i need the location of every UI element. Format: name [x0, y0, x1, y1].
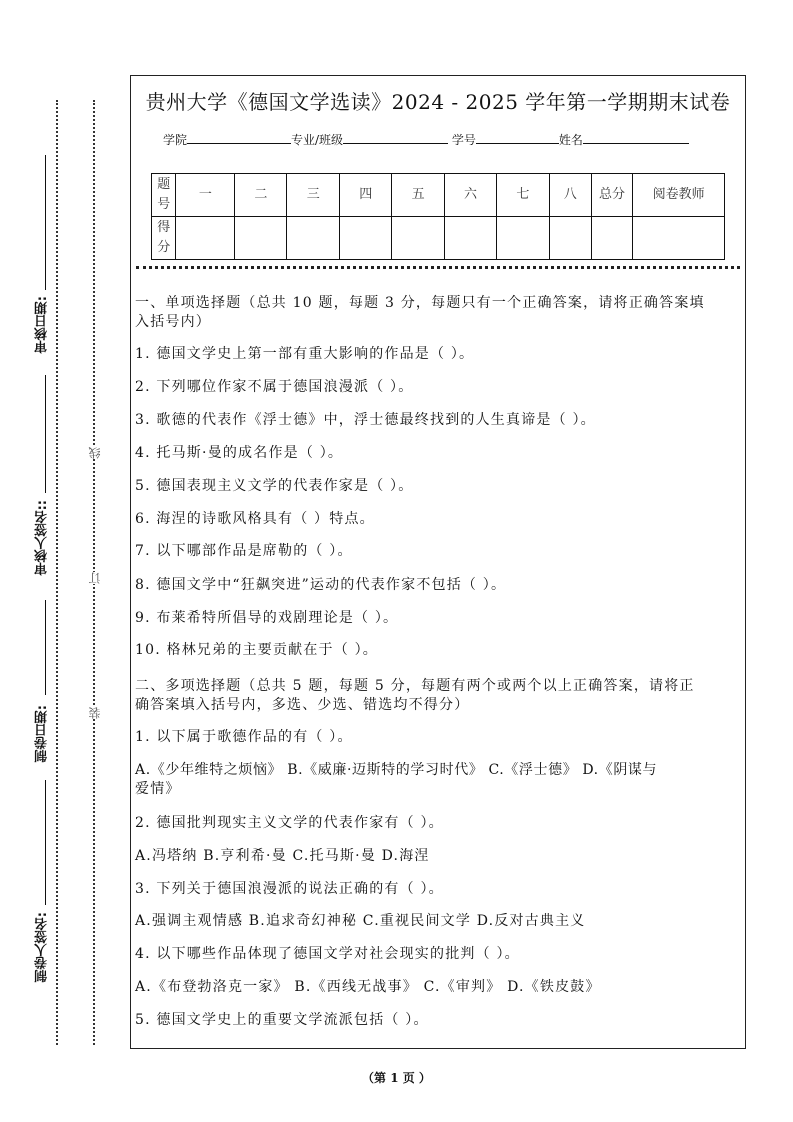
- review-date-label: 审核日期:: [35, 296, 50, 354]
- column-header: 五: [392, 174, 445, 217]
- question-item: 10. 格林兄弟的主要贡献在于（ ）。: [135, 642, 378, 658]
- score-table: [151, 173, 725, 260]
- answer-options: A.《布登勃洛克一家》 B.《西线无战事》 C.《审判》 D.《铁皮鼓》: [135, 979, 601, 995]
- binding-mark-zhuang: 装: [88, 707, 102, 719]
- score-cell[interactable]: [340, 217, 392, 260]
- score-table-header-row: [152, 174, 725, 217]
- review-date-line: [45, 155, 46, 290]
- question-number-label: 题号: [152, 174, 176, 217]
- question-item: 5. 德国文学史上的重要文学流派包括（ ）。: [135, 1012, 429, 1028]
- answer-options: A.《少年维特之烦恼》 B.《威廉·迈斯特的学习时代》 C.《浮士德》 D.《阴谋与: [135, 762, 658, 778]
- answer-options-cont: 爱情》: [135, 781, 181, 797]
- dotted-separator: [136, 266, 740, 269]
- section2-heading-cont: 确答案填入括号内，多选、少选、错选均不得分）: [135, 697, 470, 713]
- preparation-date-label: 制卷日期:: [35, 705, 50, 763]
- student-id-label: 学号: [451, 133, 476, 147]
- question-item: 2. 德国批判现实主义文学的代表作家有（ ）。: [135, 815, 444, 831]
- preparation-date-line: [45, 600, 46, 695]
- student-info-fields: [163, 131, 689, 148]
- score-table-score-row: [152, 217, 725, 260]
- reviewer-signature-label: 审核人签名::: [35, 500, 50, 576]
- column-header: 二: [235, 174, 287, 217]
- column-header: 四: [340, 174, 392, 217]
- answer-options: A.冯塔纳 B.亨利希·曼 C.托马斯·曼 D.海涅: [135, 848, 430, 864]
- score-cell[interactable]: [633, 217, 725, 260]
- question-item: 1. 以下属于歌德作品的有（ ）。: [135, 729, 353, 745]
- score-cell[interactable]: [445, 217, 497, 260]
- page-number: （第 1 页 ）: [362, 1071, 431, 1085]
- preparer-signature-label: 制卷人签名:: [35, 912, 50, 983]
- seal-dotted-line-outer: [56, 100, 58, 1045]
- question-item: 7. 以下哪部作品是席勒的（ ）。: [135, 543, 353, 559]
- exam-title: 贵州大学《德国文学选读》2024 - 2025 学年第一学期期末试卷: [145, 90, 731, 114]
- column-header: 阅卷教师: [633, 174, 725, 217]
- major-class-label: 专业/班级: [291, 133, 344, 147]
- question-item: 3. 下列关于德国浪漫派的说法正确的有（ ）。: [135, 881, 444, 897]
- score-cell[interactable]: [591, 217, 633, 260]
- question-item: 9. 布莱希特所倡导的戏剧理论是（ ）。: [135, 610, 399, 626]
- score-cell[interactable]: [235, 217, 287, 260]
- question-item: 2. 下列哪位作家不属于德国浪漫派（ ）。: [135, 379, 414, 395]
- binding-mark-xian: 线: [88, 447, 102, 459]
- score-cell[interactable]: [176, 217, 235, 260]
- student-id-field[interactable]: [476, 131, 559, 144]
- question-item: 8. 德国文学中“狂飙突进”运动的代表作家不包括（ ）。: [135, 577, 507, 593]
- college-label: 学院: [163, 133, 188, 147]
- column-header: 六: [445, 174, 497, 217]
- section2-heading: 二、多项选择题（总共 5 题，每题 5 分，每题有两个或两个以上正确答案，请将正: [135, 678, 695, 694]
- preparer-signature-line: [45, 780, 46, 905]
- major-class-field[interactable]: [343, 131, 448, 144]
- question-item: 4. 托马斯·曼的成名作是（ ）。: [135, 445, 344, 461]
- question-item: 4. 以下哪些作品体现了德国文学对社会现实的批判（ ）。: [135, 946, 520, 962]
- question-item: 5. 德国表现主义文学的代表作家是（ ）。: [135, 478, 414, 494]
- college-field[interactable]: [187, 131, 291, 144]
- score-label: 得分: [152, 217, 176, 260]
- question-item: 1. 德国文学史上第一部有重大影响的作品是（ ）。: [135, 346, 475, 362]
- name-label: 姓名: [558, 133, 583, 147]
- question-item: 6. 海涅的诗歌风格具有（ ）特点。: [135, 511, 375, 527]
- column-header: 七: [496, 174, 549, 217]
- column-header: 总分: [591, 174, 633, 217]
- score-cell[interactable]: [392, 217, 445, 260]
- score-cell[interactable]: [496, 217, 549, 260]
- section1-heading-cont: 入括号内）: [135, 314, 211, 330]
- column-header: 八: [549, 174, 591, 217]
- name-field[interactable]: [583, 131, 689, 144]
- column-header: 一: [176, 174, 235, 217]
- score-cell[interactable]: [287, 217, 340, 260]
- question-item: 3. 歌德的代表作《浮士德》中，浮士德最终找到的人生真谛是（ ）。: [135, 412, 596, 428]
- binding-mark-ding: 订: [88, 572, 102, 584]
- column-header: 三: [287, 174, 340, 217]
- section1-heading: 一、单项选择题（总共 10 题，每题 3 分，每题只有一个正确答案，请将正确答案填: [135, 295, 705, 311]
- score-cell[interactable]: [549, 217, 591, 260]
- answer-options: A.强调主观情感 B.追求奇幻神秘 C.重视民间文学 D.反对古典主义: [135, 913, 586, 929]
- reviewer-signature-line: [45, 375, 46, 493]
